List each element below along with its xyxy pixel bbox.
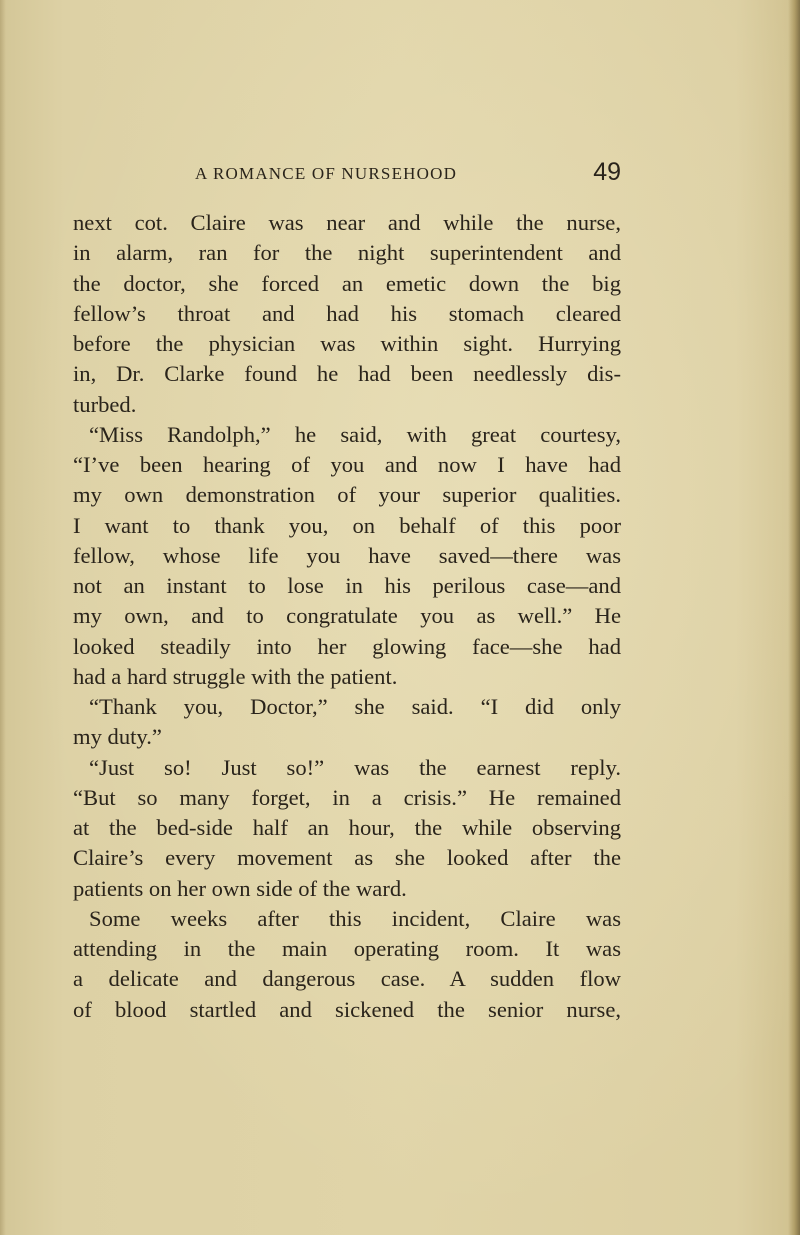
text-line: attending in the main operating room. It was bbox=[73, 936, 621, 961]
text-line: at the bed-side half an hour, the while observing bbox=[73, 815, 621, 840]
text-line: turbed. bbox=[73, 391, 137, 417]
text-line: patients on her own side of the ward. bbox=[73, 875, 407, 901]
text-line: “But so many forget, in a crisis.” He remained bbox=[73, 784, 621, 810]
page-header bbox=[73, 158, 621, 194]
text-line: in, Dr. Clarke found he had been needlessly dis- bbox=[73, 361, 621, 387]
text-line: “Thank you, Doctor,” she said. “I did only bbox=[89, 694, 621, 719]
text-line: “Just so! Just so!” was the earnest reply. bbox=[89, 754, 621, 780]
text-line: fellow’s throat and had his stomach cleared bbox=[73, 300, 621, 326]
running-title: A ROMANCE OF NURSEHOOD bbox=[195, 164, 458, 183]
text-line: my duty.” bbox=[73, 724, 162, 750]
page-right-edge-shadow bbox=[788, 0, 800, 1235]
text-line: a delicate and dangerous case. A sudden flow bbox=[73, 966, 621, 992]
page-number: 49 bbox=[593, 158, 621, 186]
text-line: the doctor, she forced an emetic down the big bbox=[73, 270, 621, 296]
text-line: Some weeks after this incident, Claire was bbox=[89, 905, 621, 931]
text-line: fellow, whose life you have saved—there was bbox=[73, 542, 621, 568]
text-line: had a hard struggle with the patient. bbox=[73, 663, 398, 689]
page-left-edge-shadow bbox=[0, 0, 6, 1235]
text-line: “I’ve been hearing of you and now I have had bbox=[73, 452, 621, 477]
text-line: in alarm, ran for the night superintendent and bbox=[73, 240, 621, 266]
text-line: my own, and to congratulate you as well.” He bbox=[73, 603, 621, 629]
text-line: before the physician was within sight. Hurrying bbox=[73, 331, 621, 356]
text-line: “Miss Randolph,” he said, with great courtesy, bbox=[89, 421, 621, 447]
text-line: my own demonstration of your superior qualities. bbox=[73, 482, 621, 508]
text-line: of blood startled and sickened the senior nurse, bbox=[73, 996, 621, 1022]
text-line: looked steadily into her glowing face—she had bbox=[73, 633, 621, 659]
body-text bbox=[73, 208, 621, 1025]
text-line: next cot. Claire was near and while the nurse, bbox=[73, 210, 621, 235]
text-line: not an instant to lose in his perilous case—and bbox=[73, 573, 621, 598]
text-line: I want to thank you, on behalf of this poor bbox=[73, 512, 621, 538]
text-line: Claire’s every movement as she looked after the bbox=[73, 845, 621, 871]
